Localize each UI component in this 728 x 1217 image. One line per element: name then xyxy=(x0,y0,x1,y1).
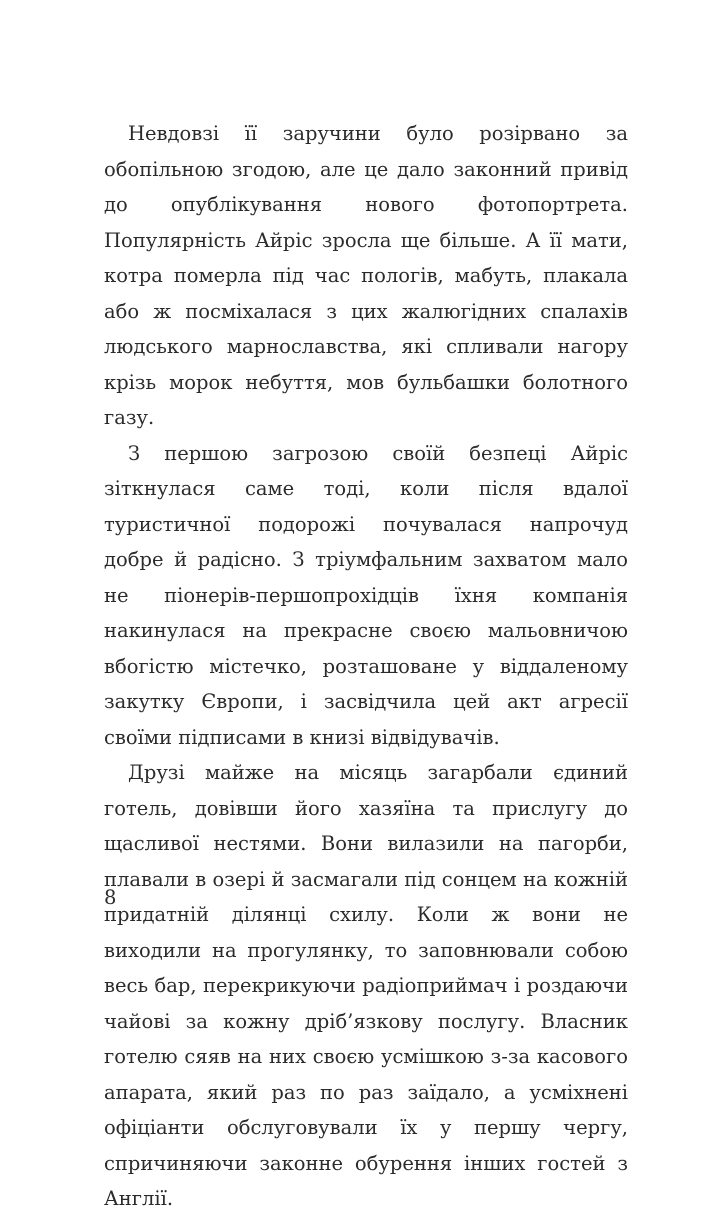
paragraph-3: Друзі майже на місяць загарбали єдиний готель, довівши його хазяїна та прислугу до щасливої нестями. Вони вилазили на пагорби, плавали в озері й засмагали під сонцем на кожній придатній ділянці схилу. Коли ж вони не виходили на прогулянку, то заповнювали собою весь бар, перекрикуючи радіоприймач і роздаючи чайові за кожну дріб’язкову послугу. Власник готелю сяяв на них своєю усмішкою з-за касового апарата, який раз по раз заїдало, а усміхнені офіціанти обслуговували їх у першу чергу, спричиняючи законне обурення інших гостей з Англії. xyxy=(104,761,628,1210)
paragraph-1: Невдовзі її заручини було розірвано за обопільною згодою, але це дало законний привід до опублікування нового фотопортрета. Популярність Айріс зросла ще більше. А її мати, котра померла під час пологів, мабуть, плакала або ж посміхалася з цих жалюгідних спалахів людського марнославства, які спливали нагору крізь морок небуття, мов бульбашки болотного газу. xyxy=(104,122,628,429)
paragraph-2: З першою загрозою своїй безпеці Айріс зіткнулася саме тоді, коли після вдалої туристичної подорожі почувалася напрочуд добре й радісно. З тріумфальним захватом мало не піонерів-першопрохідців їхня компанія накинулася на прекрасне своєю мальовничою вбогістю містечко, розташоване у віддаленому закутку Європи, і засвідчила цей акт агресії своїми підписами в книзі відвідувачів. xyxy=(104,441,628,749)
page-number: 8 xyxy=(104,886,117,909)
body-text xyxy=(104,116,628,1217)
